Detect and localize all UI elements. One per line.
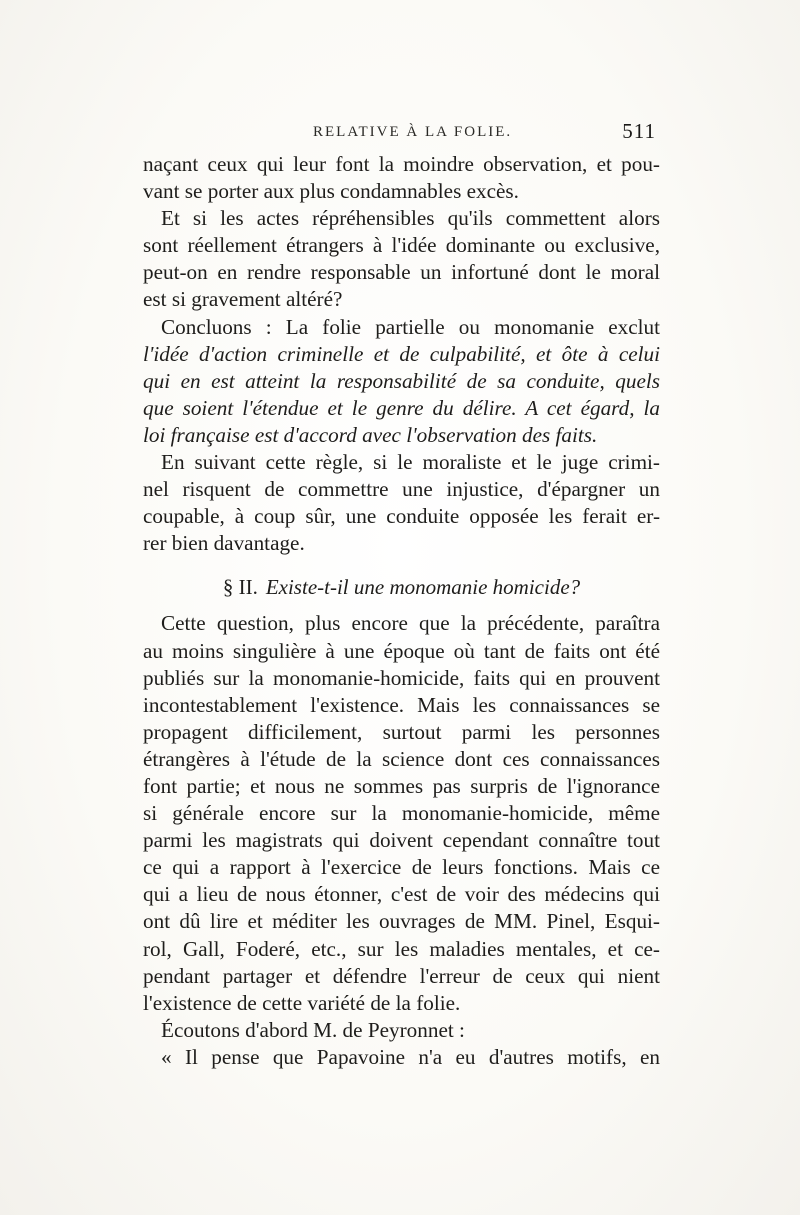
text-line: qui a lieu de nous étonner, c'est de voir des médecins qui: [143, 882, 660, 907]
text-line: sont réellement étrangers à l'idée dominante ou exclusive,: [143, 233, 660, 258]
text-line: nel risquent de commettre une injustice, d'épargner un: [143, 477, 660, 502]
text-line: ont dû lire et méditer les ouvrages de MM. Pinel, Esqui-: [143, 909, 660, 934]
text-line: peut-on en rendre responsable un infortuné dont le moral: [143, 260, 660, 285]
text-line: incontestablement l'existence. Mais les connaissances se: [143, 692, 660, 717]
text-line: loi française est d'accord avec l'observation des faits.: [143, 422, 598, 447]
section-number: § II.: [222, 575, 258, 600]
text-line: « Il pense que Papavoine n'a eu d'autres motifs, en: [161, 1044, 660, 1069]
text-line: ce qui a rapport à l'exercice de leurs fonctions. Mais ce: [143, 855, 660, 880]
text-line: En suivant cette règle, si le moraliste et le juge crimi-: [161, 450, 660, 475]
section-title: Existe-t-il une monomanie homicide?: [265, 575, 581, 600]
text-line: rol, Gall, Foderé, etc., sur les maladies mentales, et ce-: [143, 936, 660, 961]
text-line: Cette question, plus encore que la précédente, paraîtra: [161, 611, 660, 636]
text-line: naçant ceux qui leur font la moindre observation, et pou-: [143, 152, 660, 176]
page-number: 511: [622, 119, 656, 143]
text-line: qui en est atteint la responsabilité de sa conduite, quels: [143, 368, 660, 393]
text-line: au moins singulière à une époque où tant de faits ont été: [143, 638, 660, 663]
text-line: Concluons : La folie partielle ou monomanie exclut: [161, 314, 660, 339]
text-line: publiés sur la monomanie-homicide, faits qui en prouvent: [143, 665, 660, 690]
text-line: parmi les magistrats qui doivent cependant connaître tout: [143, 828, 660, 853]
text-line: si générale encore sur la monomanie-homicide, même: [143, 801, 660, 826]
text-line: étrangères à l'étude de la science dont ces connaissances: [143, 746, 660, 771]
text-line: Écoutons d'abord M. de Peyronnet :: [161, 1017, 465, 1042]
page-header: [143, 121, 660, 151]
text-line: coupable, à coup sûr, une conduite opposée les ferait er-: [143, 504, 660, 529]
running-title: RELATIVE À LA FOLIE.: [313, 124, 513, 140]
body-text: [143, 151, 660, 1071]
text-line: l'existence de cette variété de la folie.: [143, 990, 461, 1015]
text-line: rer bien davantage.: [143, 531, 305, 556]
text-line: font partie; et nous ne sommes pas surpris de l'ignorance: [143, 773, 660, 798]
text-line: est si gravement altéré?: [143, 287, 343, 312]
section-heading: [143, 557, 660, 610]
text-line: que soient l'étendue et le genre du délire. A cet égard, la: [143, 395, 660, 420]
text-line: vant se porter aux plus condamnables excès.: [143, 179, 519, 204]
text-line: propagent difficilement, surtout parmi les personnes: [143, 719, 660, 744]
text-line: l'idée d'action criminelle et de culpabilité, et ôte à celui: [143, 341, 660, 366]
text-line: pendant partager et défendre l'erreur de ceux qui nient: [143, 963, 660, 988]
text-line: Et si les actes répréhensibles qu'ils commettent alors: [161, 206, 660, 231]
